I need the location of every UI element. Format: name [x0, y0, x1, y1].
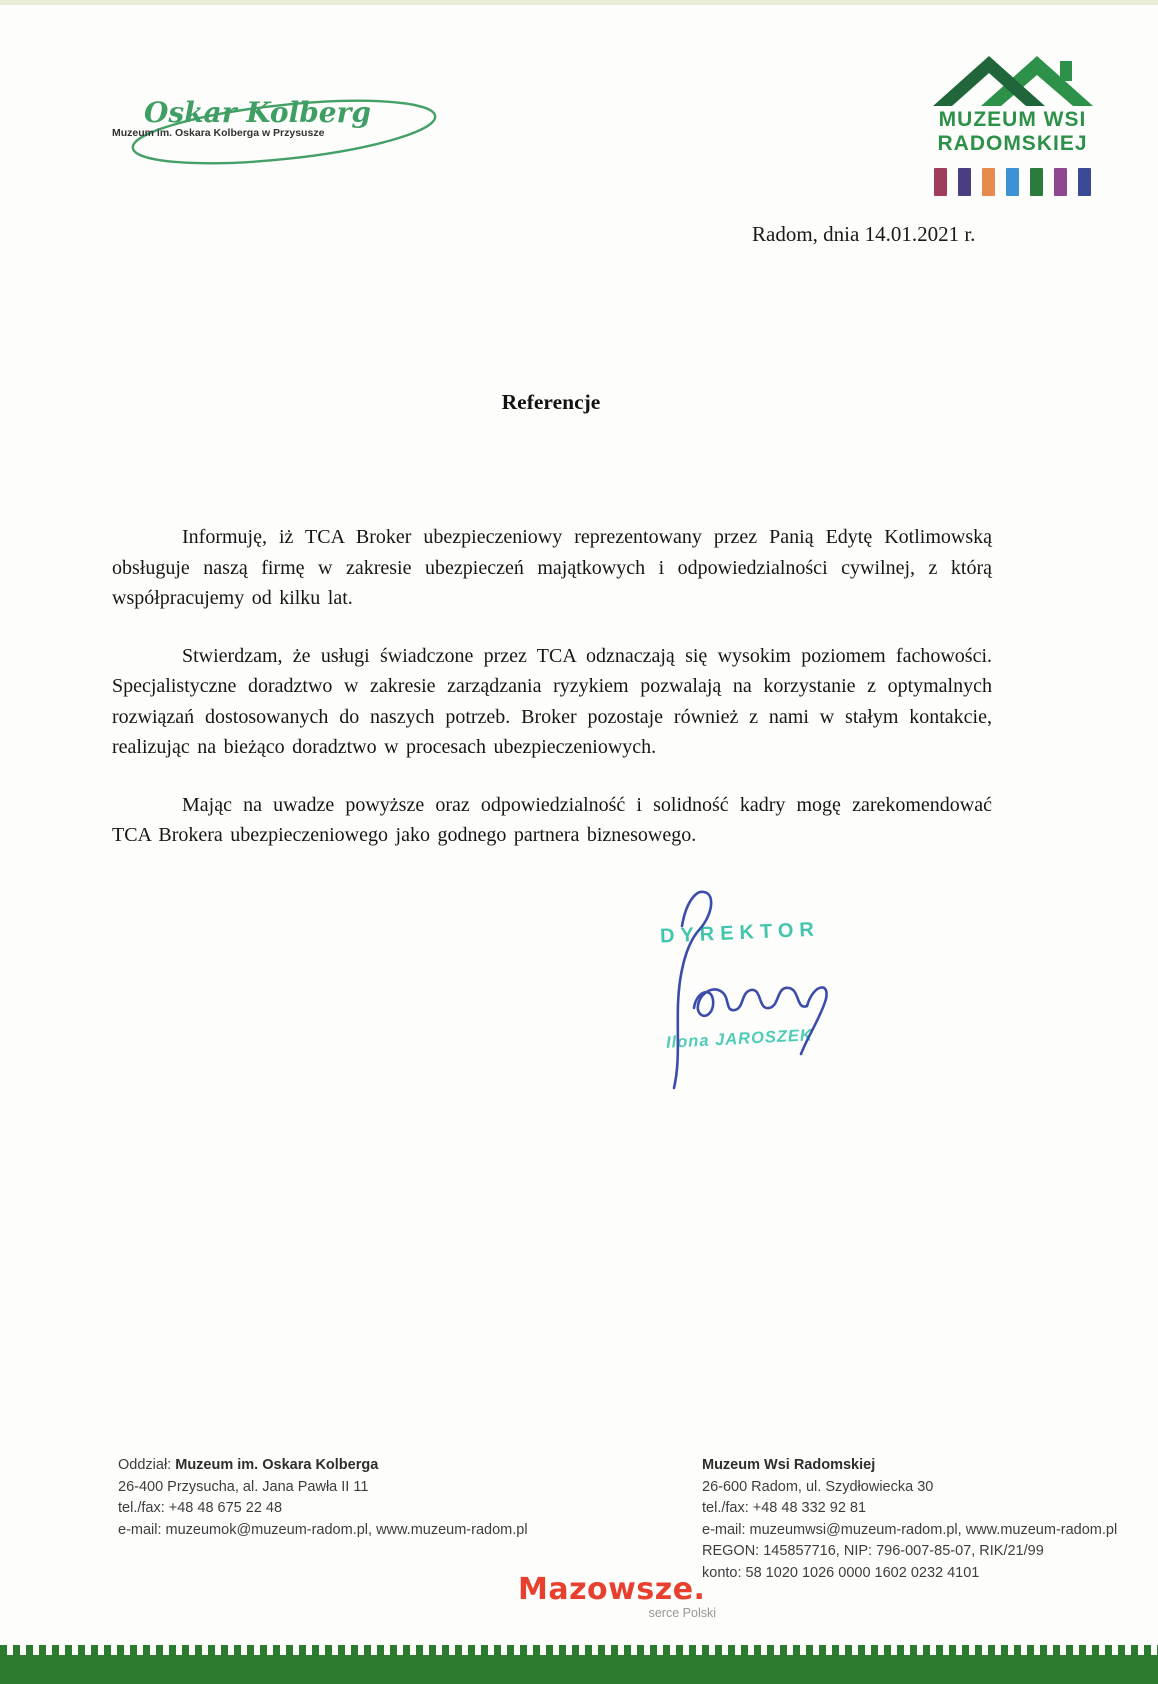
- director-stamp-title: DYREKTOR: [659, 918, 821, 948]
- footer-branch-name: Muzeum im. Oskara Kolberga: [175, 1457, 379, 1473]
- mazowsze-logo: [518, 1572, 718, 1620]
- museum-logo-line2: RADOMSKIEJ: [937, 132, 1088, 155]
- mazowsze-subtitle: serce Polski: [648, 1606, 716, 1620]
- footer-address: 26-600 Radom, ul. Szydłowiecka 30: [702, 1478, 934, 1495]
- bottom-band: [0, 1655, 1158, 1684]
- letter-title: Referencje: [501, 390, 601, 414]
- scan-top-edge: [0, 0, 1158, 5]
- museum-logo-line1: MUZEUM WSI: [938, 108, 1087, 131]
- director-stamp-name: Ilona JAROSZEK: [665, 1026, 814, 1052]
- paragraph: Informuję, iż TCA Broker ubezpieczeniowy reprezentowany przez Panią Edytę Kotlimowską obsługuje naszą firmę w zakresie ubezpieczeń majątkowych i odpowiedzialności cywilnej, z którą współpracujemy od kilku lat.: [112, 526, 992, 609]
- footer-email: e-mail: muzeumok@muzeum-radom.pl, www.muzeum-radom.pl: [118, 1521, 528, 1538]
- paragraph: Stwierdzam, że usługi świadczone przez TCA odznaczają się wysokim poziomem fachowości. Specjalistyczne doradztwo w zakresie zarządzania ryzykiem pozwalają na korzystanie z optymalnych rozwiązań dostosowanych do naszych potrzeb. Broker pozostaje również z nami w stałym kontakcie, realizując na bieżąco doradztwo w procesach ubezpieczeniowych.: [112, 644, 992, 758]
- paragraph: Mając na uwadze powyższe oraz odpowiedzialność i solidność kadry mogę zarekomendować TCA Brokera ubezpieczeniowego jako godnego partnera biznesowego.: [112, 793, 992, 846]
- color-square: [1030, 168, 1043, 196]
- bottom-band-teeth: [0, 1645, 1158, 1655]
- footer-address: 26-400 Przysucha, al. Jana Pawła II 11: [118, 1478, 369, 1495]
- color-square: [958, 168, 971, 196]
- footer-branch-prefix: Oddział:: [118, 1457, 176, 1473]
- kolberg-caption: Muzeum im. Oskara Kolberga w Przysusze: [112, 127, 325, 139]
- handwritten-signature-icon: [636, 884, 846, 1094]
- letter-body: [112, 522, 992, 878]
- footer-museum-name: Muzeum Wsi Radomskiej: [702, 1457, 876, 1473]
- footer-left-column: [118, 1455, 528, 1541]
- kolberg-museum-logo: [106, 88, 451, 168]
- footer-phone: tel./fax: +48 48 675 22 48: [118, 1500, 283, 1516]
- kolberg-signature-icon: [106, 88, 451, 168]
- footer-email: e-mail: muzeumwsi@muzeum-radom.pl, www.muzeum-radom.pl: [702, 1521, 1118, 1538]
- mazowsze-brand-text: Mazowsze.: [518, 1572, 706, 1607]
- kolberg-script-text: Oskar Kolberg: [144, 96, 371, 129]
- museum-roof-icon: [933, 48, 1093, 108]
- color-square: [934, 168, 947, 196]
- footer-right-column: [702, 1455, 1117, 1584]
- footer-bank-account: konto: 58 1020 1026 0000 1602 0232 4101: [702, 1564, 980, 1581]
- museum-wsi-radomskiej-logo: [915, 48, 1110, 196]
- footer-phone: tel./fax: +48 48 332 92 81: [702, 1500, 867, 1516]
- color-square: [982, 168, 995, 196]
- color-square: [1054, 168, 1067, 196]
- logo-color-squares: [915, 168, 1110, 196]
- color-square: [1078, 168, 1091, 196]
- color-square: [1006, 168, 1019, 196]
- footer-regon-nip: REGON: 145857716, NIP: 796-007-85-07, RIK/21/99: [702, 1543, 1044, 1559]
- date-line: Radom, dnia 14.01.2021 r.: [752, 222, 976, 246]
- footer-branch-line: [118, 1455, 528, 1477]
